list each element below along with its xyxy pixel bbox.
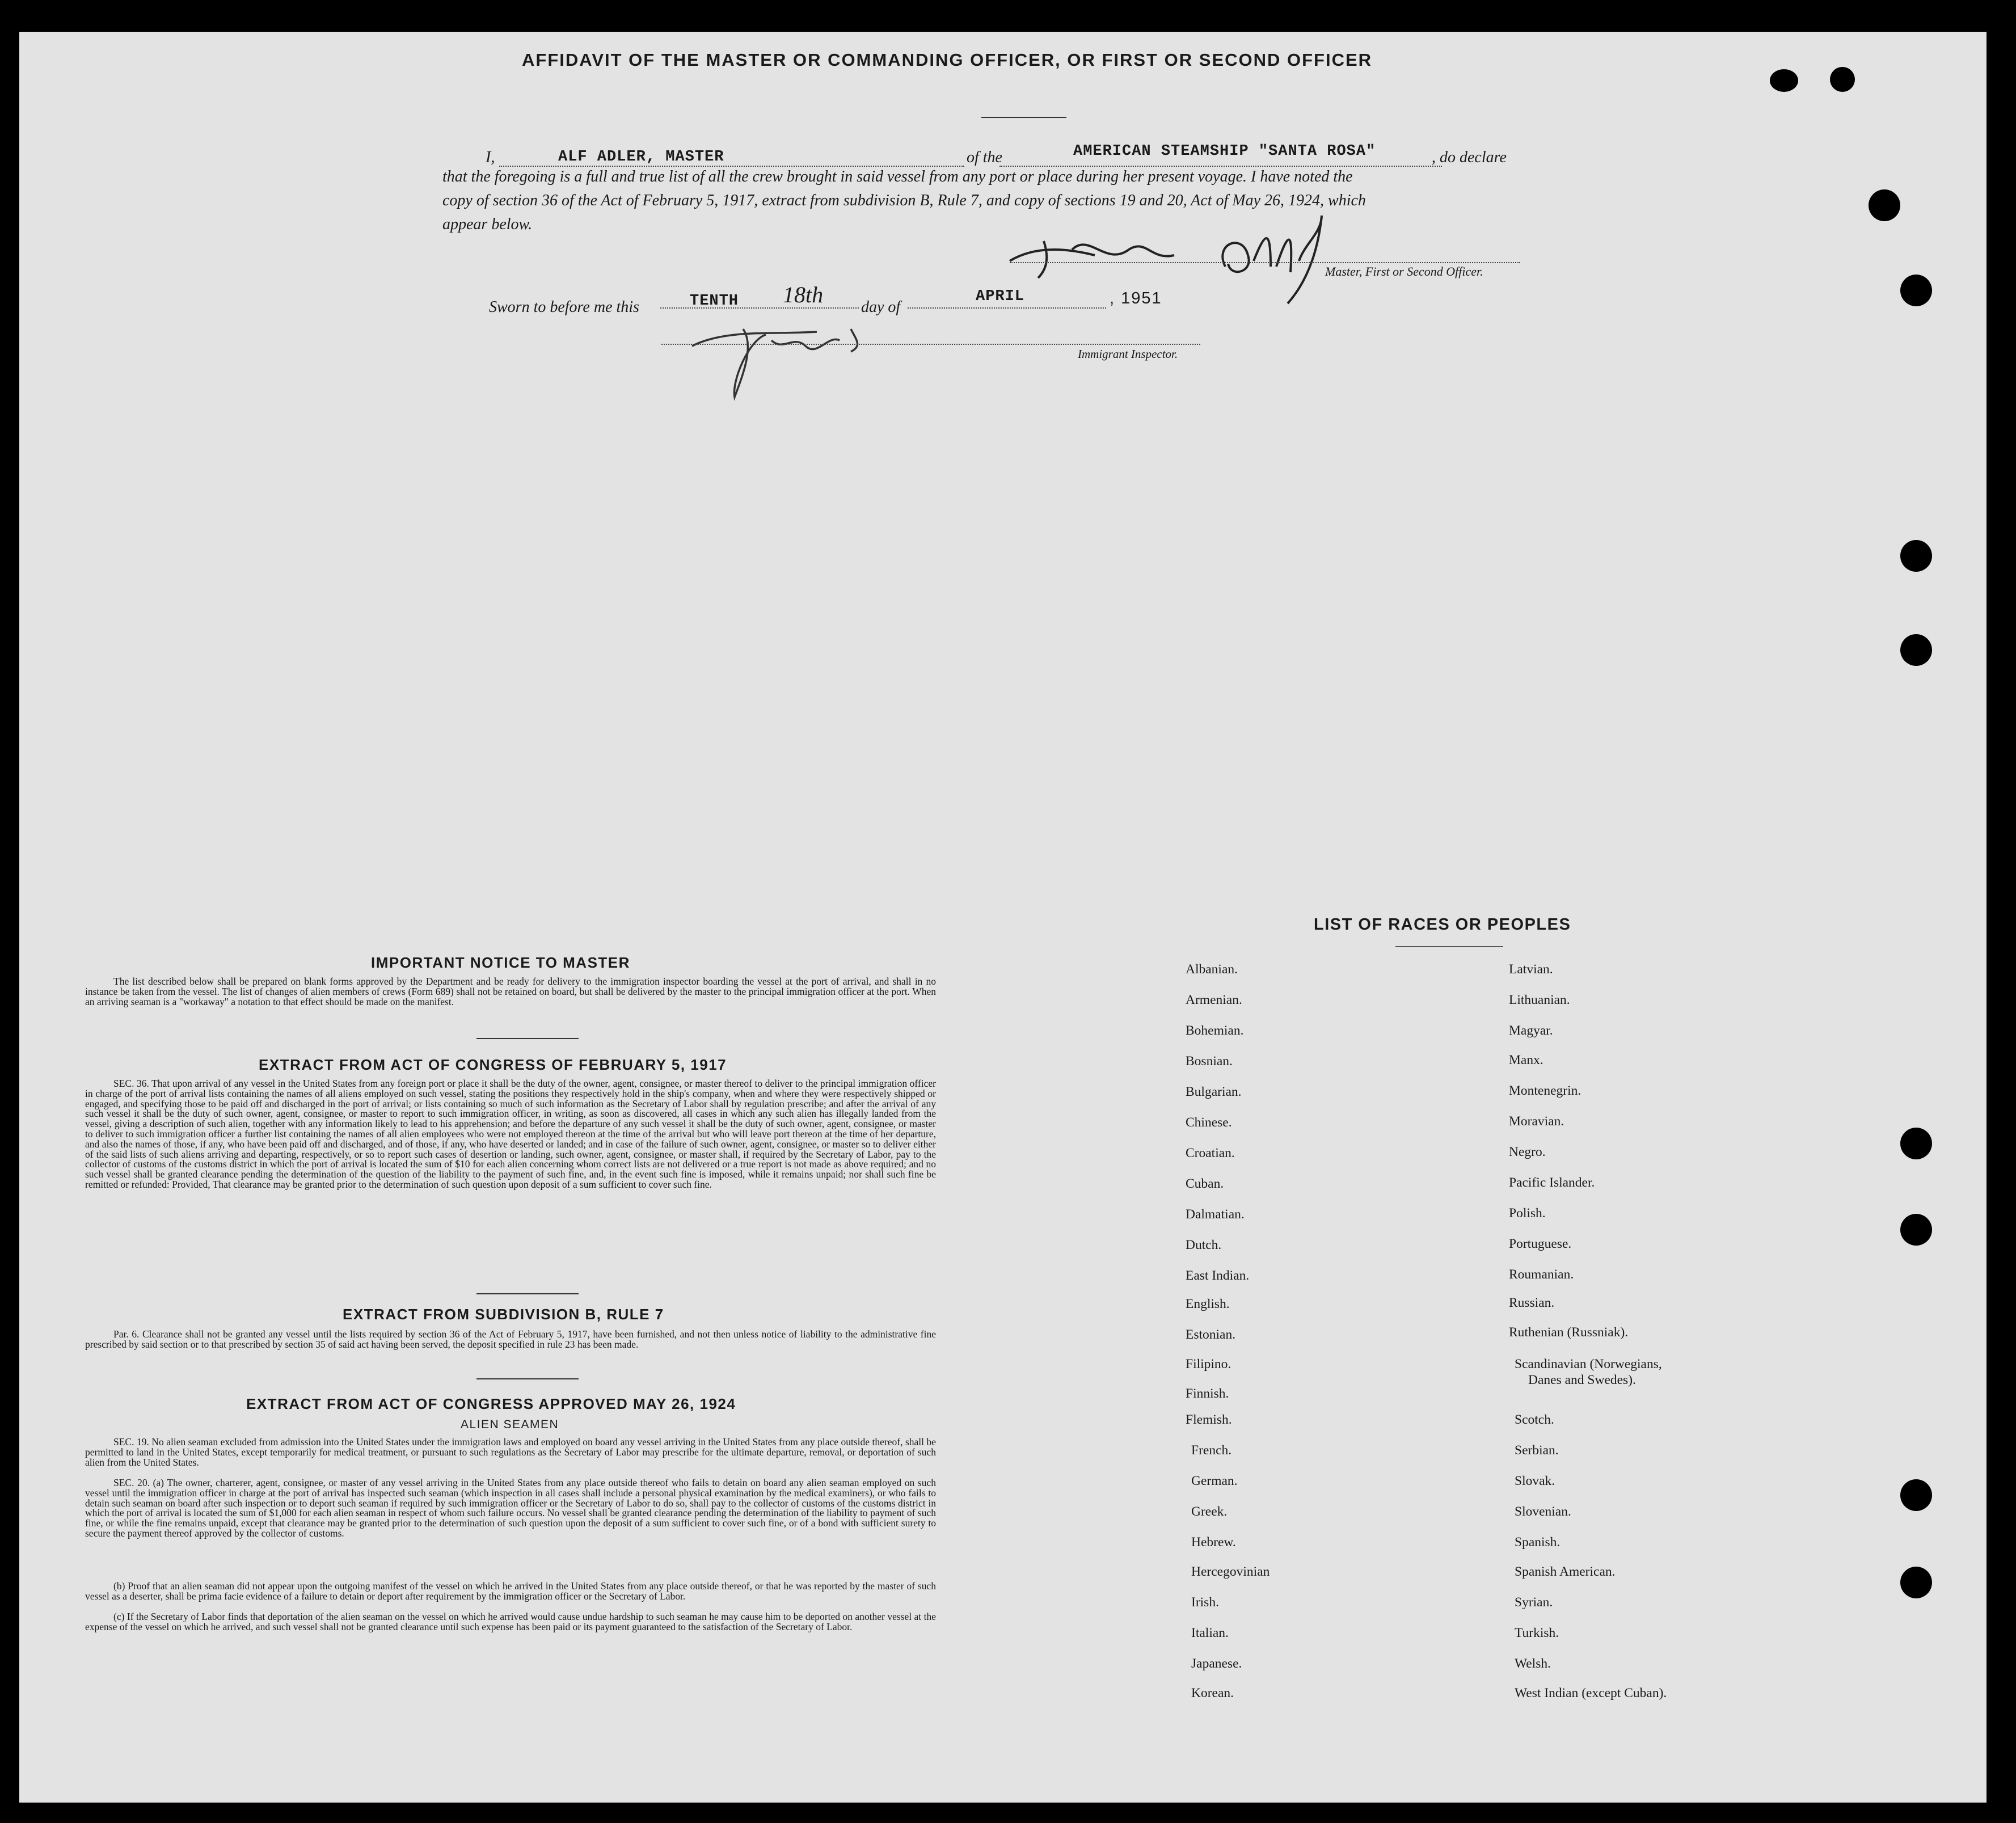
punch-hole (1770, 69, 1798, 92)
divider (476, 1378, 579, 1379)
race-item: Estonian. (1186, 1327, 1236, 1342)
divider (981, 117, 1066, 118)
month-value: APRIL (976, 288, 1025, 305)
punch-hole (1900, 1479, 1932, 1511)
inspector-signature (681, 306, 885, 403)
affidavit-line-3: copy of section 36 of the Act of February 5, 1917, extract from subdivision B, Rule 7, and copy of sections 19 and 20, Act of May 26, 1924, which (442, 192, 1366, 209)
race-item: Irish. (1191, 1595, 1219, 1610)
punch-hole (1830, 67, 1855, 92)
punch-hole (1900, 1128, 1932, 1159)
race-item: Montenegrin. (1509, 1083, 1581, 1098)
race-item: Armenian. (1186, 993, 1242, 1007)
race-item: Spanish. (1515, 1535, 1560, 1550)
race-item: Hebrew. (1191, 1535, 1236, 1550)
extract3-subheading: ALIEN SEAMEN (461, 1418, 559, 1431)
race-item: Croatian. (1186, 1146, 1235, 1161)
i-label: I, (486, 149, 495, 166)
race-item: Hercegovinian (1191, 1564, 1270, 1579)
race-item: Italian. (1191, 1626, 1229, 1640)
extract3-sec20c: (c) If the Secretary of Labor finds that deportation of the alien seaman on the vessel on which he arrived would cause undue hardship to such seaman he may cause him to be deported on another vessel at the expense of the vessel on which he arrived, and such vessel shall not be granted clearance until such expense has been paid or its payment guaranteed to the satisfaction of the Secretary of Labor. (85, 1611, 936, 1632)
race-item: Slovak. (1515, 1474, 1555, 1488)
vessel-name: AMERICAN STEAMSHIP "SANTA ROSA" (1073, 143, 1376, 160)
inspector-caption: Immigrant Inspector. (1078, 347, 1178, 361)
race-item: Slovenian. (1515, 1504, 1571, 1519)
extract1-body: SEC. 36. That upon arrival of any vessel in the United States from any foreign port or place it shall be the duty of the owner, agent, consignee, or master thereof to deliver to the principal immigration officer in charge of the port of arrival lists containing the names of all aliens employed on such vessel, stating the positions they respectively hold in the ship's company, when and where they were respectively shipped or engaged, and specifying those to be paid off and discharged in the port of arrival; or lists containing so much of such information as the Secretary of Labor shall by regulation prescribe; and after the arrival of any such vessel it shall be the duty of such owner, agent, consignee, or master to report to such immigration officer, in writing, as soon as discovered, all cases in which any such alien has illegally landed from the vessel, giving a description of such alien, together with any information likely to lead to his apprehension; and before the departure of any such vessel it shall be the duty of such owner, agent, consignee, or master to deliver to such immigration officer a further list containing the names of all alien employees who were not employed thereon at the time of the arrival but who will leave port thereon at the time of her departure, and also the names of those, if any, who have been paid off and discharged, and of those, if any, who have deserted or landed; and in case of the failure of such owner, agent, consignee, or master so to deliver either of the said lists of such aliens arriving and departing, respectively, or so to report such cases of desertion or landing, such owner, agent, consignee, or master shall, if required by the Secretary of Labor, pay to the collector of customs of the customs district in which the port of arrival is located the sum of $10 for each alien concerning whom correct lists are not delivered or a true report is not made as above required; and no such vessel shall be granted clearance pending the determination of the question of the liability to the payment of such fine, and, in the event such fine is imposed, while it remains unpaid; nor shall such fine be remitted or refunded: Provided, That clearance may be granted prior to the determination of such question upon deposit of a sum sufficient to cover such fine. (85, 1078, 936, 1190)
divider (1395, 946, 1503, 947)
race-item: Bosnian. (1186, 1054, 1233, 1069)
race-item: Dutch. (1186, 1238, 1222, 1252)
extract2-body: Par. 6. Clearance shall not be granted any vessel until the lists required by section 36 of the Act of February 5, 1917, have been furnished, and not then unless notice of liability to the administrative fine prescribed by said section or to that prescribed by section 35 of said act having been served, the deposit specified in rule 23 has been made. (85, 1328, 936, 1350)
race-item: Latvian. (1509, 962, 1553, 977)
punch-hole (1900, 275, 1932, 306)
day-handwritten: 18th (783, 282, 824, 307)
race-item: Chinese. (1186, 1115, 1232, 1130)
extract2-heading: EXTRACT FROM SUBDIVISION B, RULE 7 (343, 1306, 664, 1323)
race-item: Magyar. (1509, 1023, 1553, 1038)
race-item: Japanese. (1191, 1656, 1242, 1671)
divider (476, 1293, 579, 1294)
race-item: Spanish American. (1515, 1564, 1616, 1579)
notice-heading: IMPORTANT NOTICE TO MASTER (371, 954, 630, 971)
extract3-sec20a: SEC. 20. (a) The owner, charterer, agent, consignee, or master of any vessel arriving in the United States from any place outside thereof who fails to detain on board any alien seaman employed on such vessel until the immigration officer in charge at the port of arrival has inspected such seaman (which inspection in all cases shall include a personal physical examination by the medical examiners), or who fails to detain such seaman on board after such inspection or to deport such seaman if required by such immigration officer or the Secretary of Labor to do so, shall pay to the collector of customs of the customs district in which the port of arrival is located the sum of $1,000 for each alien seaman in respect of whom such failure occurs. No vessel shall be granted clearance pending the determination of the liability to payment of such fine, or while the fine remains unpaid, except that clearance may be granted prior to the determination of such question upon the deposit of a sum sufficient to cover such fine, or of a bond with sufficient surety to secure the payment thereof approved by the collector of customs. (85, 1477, 936, 1539)
day-of-label: day of (861, 298, 901, 316)
affidavit-title: AFFIDAVIT OF THE MASTER OR COMMANDING OFFICER, OR FIRST OR SECOND OFFICER (522, 50, 1373, 70)
inspector-signature-line (661, 344, 1200, 345)
race-item: Cuban. (1186, 1176, 1224, 1191)
race-item: Negro. (1509, 1145, 1546, 1159)
race-item: East Indian. (1186, 1268, 1250, 1283)
race-item: Bohemian. (1186, 1023, 1244, 1038)
race-item: Albanian. (1186, 962, 1238, 977)
race-item: Syrian. (1515, 1595, 1553, 1610)
punch-hole (1900, 540, 1932, 572)
master-signature-line (1010, 262, 1520, 263)
extract3-heading: EXTRACT FROM ACT OF CONGRESS APPROVED MAY 26, 1924 (246, 1395, 736, 1412)
of-the-label: of the (967, 149, 1002, 166)
race-item: Roumanian. (1509, 1267, 1574, 1282)
sworn-label: Sworn to before me this (489, 298, 639, 316)
race-item: Bulgarian. (1186, 1084, 1242, 1099)
race-item: Manx. (1509, 1053, 1543, 1067)
race-item: Russian. (1509, 1295, 1555, 1310)
race-item: Ruthenian (Russniak). (1509, 1325, 1629, 1340)
race-item: Danes and Swedes). (1528, 1373, 1636, 1387)
affidavit-line-2: that the foregoing is a full and true list of all the crew brought in said vessel from any port or place during her present voyage. I have noted the (442, 168, 1353, 185)
master-signature (1004, 210, 1333, 306)
race-item: Turkish. (1515, 1626, 1559, 1640)
race-item: Welsh. (1515, 1656, 1551, 1671)
race-item: West Indian (except Cuban). (1515, 1686, 1667, 1700)
divider (476, 1038, 579, 1039)
extract1-heading: EXTRACT FROM ACT OF CONGRESS OF FEBRUARY 5, 1917 (259, 1056, 727, 1073)
race-item: Flemish. (1186, 1412, 1232, 1427)
race-item: Polish. (1509, 1206, 1546, 1221)
punch-hole (1900, 634, 1932, 666)
race-item: Portuguese. (1509, 1237, 1572, 1251)
notice-body: The list described below shall be prepared on blank forms approved by the Department and be ready for delivery to the immigration inspector boarding the vessel at the port of arrival, and shall in no instance be taken from the vessel. The list of changes of alien members of crews (Form 689) shall not be retained on board, but shall be delivered by the master to the principal immigration officer at the port. When an arriving seaman is a "workaway" a notation to that effect should be made on the manifest. (85, 976, 936, 1007)
day-value: TENTH (690, 293, 739, 310)
race-item: Korean. (1191, 1686, 1234, 1700)
master-name: ALF ADLER, MASTER (558, 149, 724, 166)
race-item: Filipino. (1186, 1357, 1231, 1372)
year-value: , 1951 (1110, 289, 1162, 307)
race-item: French. (1191, 1443, 1232, 1458)
race-item: Scandinavian (Norwegians, (1515, 1357, 1662, 1372)
do-declare-label: , do declare (1432, 149, 1507, 166)
master-caption: Master, First or Second Officer. (1325, 264, 1483, 278)
punch-hole (1900, 1567, 1932, 1598)
month-line (908, 307, 1106, 309)
punch-hole (1900, 1214, 1932, 1246)
race-item: German. (1191, 1474, 1238, 1488)
race-item: Finnish. (1186, 1386, 1229, 1401)
race-item: English. (1186, 1297, 1230, 1311)
race-item: Dalmatian. (1186, 1207, 1245, 1222)
race-item: Serbian. (1515, 1443, 1559, 1458)
race-item: Scotch. (1515, 1412, 1554, 1427)
extract3-sec19: SEC. 19. No alien seaman excluded from admission into the United States under the immigration laws and employed on board any vessel arriving in the United States from any place outside thereof, shall be permitted to land in the United States, except temporarily for medical treatment, or pursuant to such regulations as the Secretary of Labor may prescribe for the ultimate departure, removal, or deportation of such alien from the United States. (85, 1436, 936, 1468)
race-item: Lithuanian. (1509, 993, 1570, 1007)
extract3-sec20b: (b) Proof that an alien seaman did not appear upon the outgoing manifest of the vessel on which he arrived in the United States from any place outside thereof, or that he was reported by the master of such vessel as a deserter, shall be prima facie evidence of a failure to detain or deport after requirement by the immigration officer or the Secretary of Labor. (85, 1580, 936, 1602)
races-title: LIST OF RACES OR PEOPLES (1314, 915, 1571, 934)
affidavit-line-4: appear below. (442, 216, 533, 233)
race-item: Pacific Islander. (1509, 1175, 1595, 1190)
punch-hole (1869, 189, 1900, 221)
race-item: Greek. (1191, 1504, 1228, 1519)
race-item: Moravian. (1509, 1114, 1564, 1129)
